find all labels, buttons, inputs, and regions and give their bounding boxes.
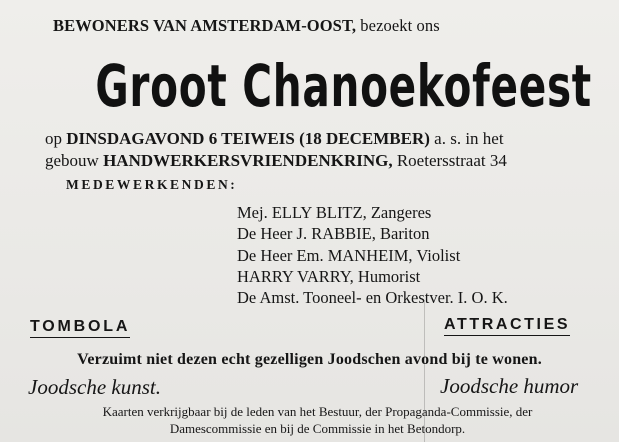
performer-item: HARRY VARRY, Humorist (237, 266, 421, 286)
venue-name: HANDWERKERSVRIENDENKRING, (103, 151, 393, 170)
event-date: DINSDAGAVOND 6 TEIWEIS (18 DECEMBER) (66, 129, 430, 148)
date-prefix: op (45, 129, 67, 148)
performer-item: De Amst. Tooneel- en Orkestver. I. O. K. (237, 288, 508, 308)
jewish-humor-line: Joodsche humor (440, 374, 579, 398)
date-suffix: a. s. in het (429, 129, 504, 148)
poster-title: Groot Chanoekofeest (95, 52, 592, 120)
jewish-art-line: Joodsche kunst. (28, 375, 161, 399)
ticket-info-line-1: Kaarten verkrijgbaar bij de leden van het Bestuur, der Propaganda-Commissie, der (102, 404, 533, 419)
attractions-heading: ATTRACTIES (444, 316, 570, 336)
performer-item: De Heer Em. MANHEIM, Violist (237, 245, 461, 265)
header-tail: bezoekt ons (356, 16, 440, 35)
venue-prefix: gebouw (45, 151, 104, 170)
invitation-line: Verzuimt niet dezen echt gezelligen Joodschen avond bij te wonen. (77, 351, 542, 368)
tombola-heading: TOMBOLA (30, 318, 130, 338)
performer-item: De Heer J. RABBIE, Bariton (237, 224, 430, 244)
contributors-heading: MEDEWERKENDEN: (66, 177, 238, 192)
header-line (53, 16, 440, 36)
event-date-line (45, 129, 504, 149)
event-venue-line (45, 151, 507, 171)
venue-address: Roetersstraat 34 (392, 151, 507, 170)
header-lead: BEWONERS VAN AMSTERDAM-OOST, (53, 16, 357, 35)
performer-item: Mej. ELLY BLITZ, Zangeres (237, 203, 432, 222)
ticket-info-line-2: Damescommissie en bij de Commissie in het Betondorp. (169, 421, 466, 436)
performer-list (237, 202, 508, 308)
